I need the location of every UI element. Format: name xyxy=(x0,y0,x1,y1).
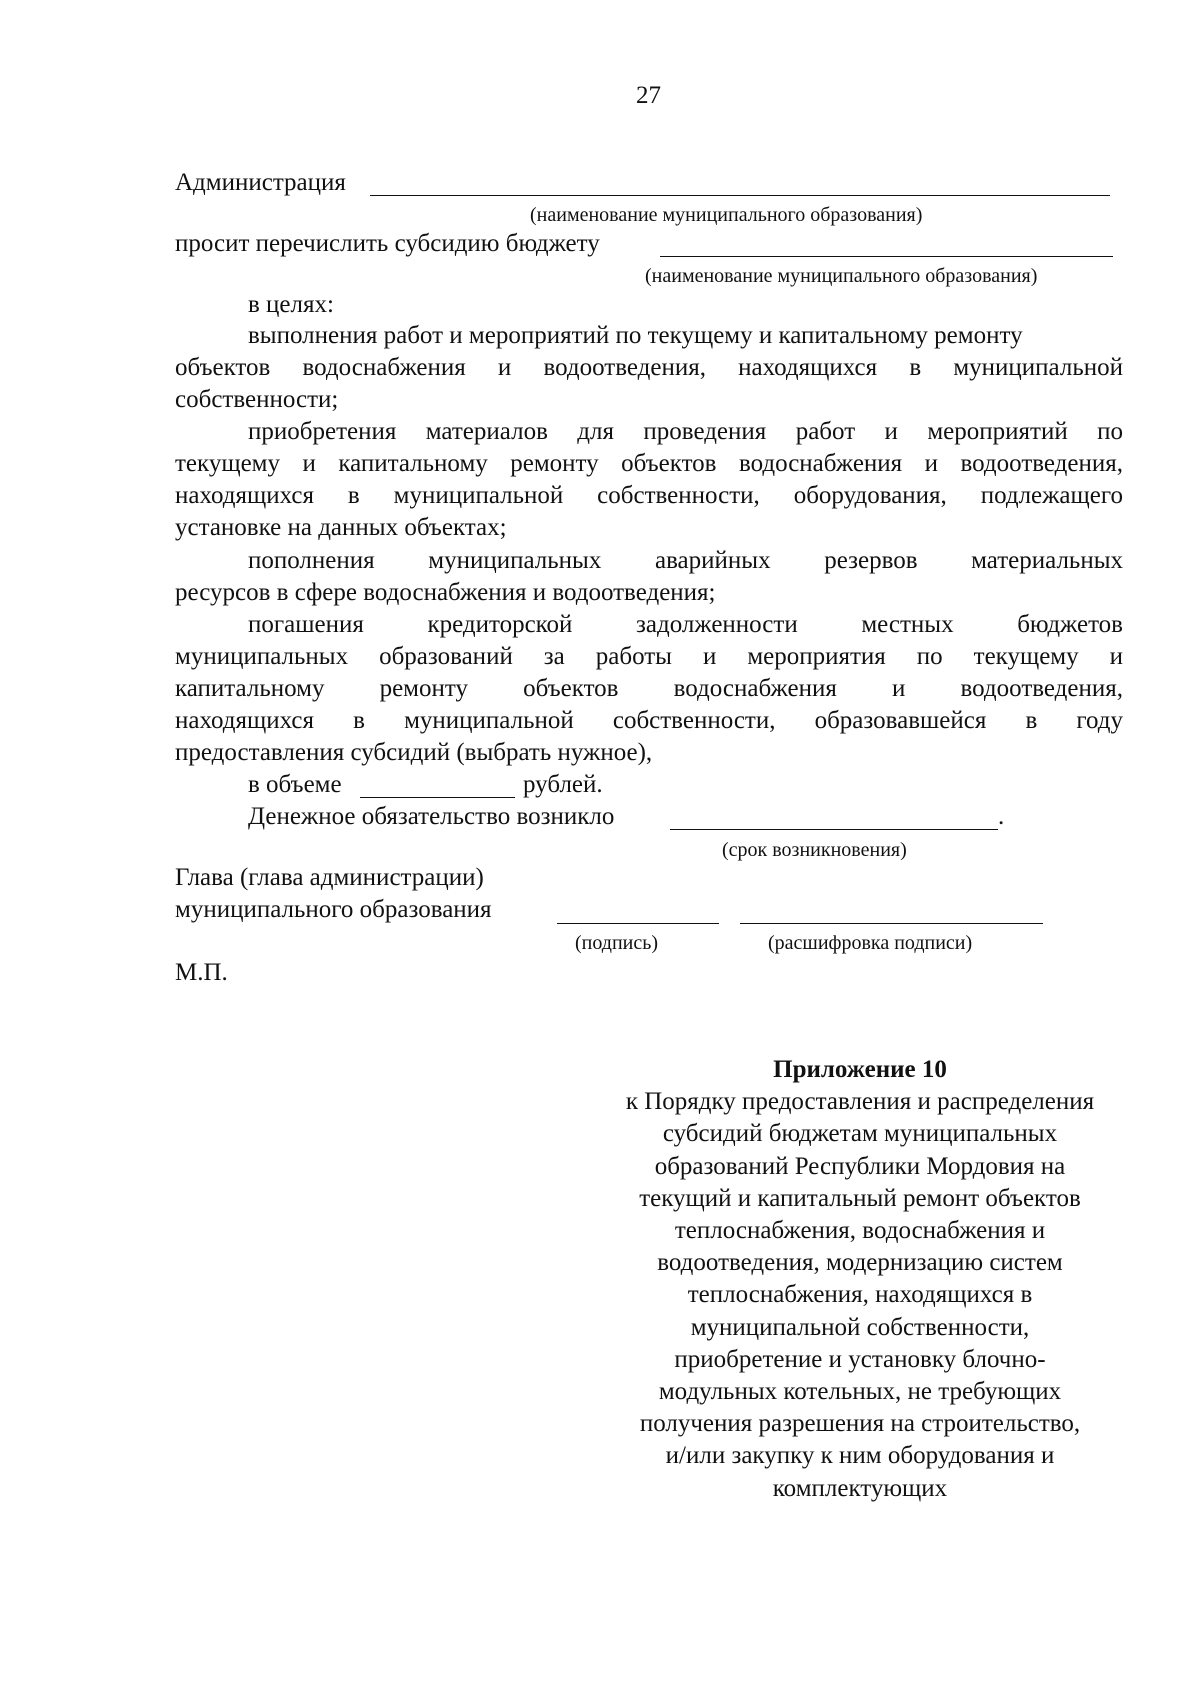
head-line-1: Глава (глава администрации) xyxy=(175,864,484,891)
appendix-line: комплектующих xyxy=(772,1474,948,1502)
purpose-2-last-line: установке на данных объектах; xyxy=(175,514,507,541)
obligation-end: . xyxy=(998,803,1005,830)
purpose-2-first-line: приобретения материалов для проведения работ и мероприятий по xyxy=(248,418,1123,445)
stamp-place: М.П. xyxy=(175,959,228,986)
municipal-name-blank-1[interactable] xyxy=(370,195,1110,196)
signature-hint: (подпись) xyxy=(575,932,659,954)
obligation-hint: (срок возникновения) xyxy=(722,839,907,861)
appendix-line: к Порядку предоставления и распределения xyxy=(625,1088,1095,1116)
municipal-name-hint-1: (наименование муниципального образования) xyxy=(530,204,923,226)
obligation-text: Денежное обязательство возникло xyxy=(248,803,615,830)
volume-prefix: в объеме xyxy=(248,771,342,798)
purposes-intro: в целях: xyxy=(248,291,334,318)
purpose-3-last-line: ресурсов в сфере водоснабжения и водоотведения; xyxy=(175,579,716,606)
purpose-4-line: капитальному ремонту объектов водоснабжения и водоотведения, xyxy=(175,675,1123,702)
purpose-4-line: находящихся в муниципальной собственности, образовавшейся в году xyxy=(175,707,1123,734)
appendix-line: получения разрешения на строительство, xyxy=(639,1410,1081,1438)
purpose-1-first-line: выполнения работ и мероприятий по текущему и капитальному ремонту xyxy=(248,322,1023,349)
signature-decode-blank[interactable] xyxy=(740,923,1043,924)
volume-amount-blank[interactable] xyxy=(360,797,515,798)
appendix-line: теплоснабжения, находящихся в xyxy=(687,1281,1033,1309)
request-text: просит перечислить субсидию бюджету xyxy=(175,230,600,257)
head-line-2: муниципального образования xyxy=(175,896,492,923)
purpose-2-line: текущему и капитальному ремонту объектов водоснабжения и водоотведения, xyxy=(175,450,1123,477)
appendix-line: модульных котельных, не требующих xyxy=(658,1378,1062,1406)
purpose-2-line: находящихся в муниципальной собственности, оборудования, подлежащего xyxy=(175,482,1123,509)
appendix-line: и/или закупку к ним оборудования и xyxy=(665,1442,1055,1470)
purpose-1-line: объектов водоснабжения и водоотведения, находящихся в муниципальной xyxy=(175,354,1123,381)
purpose-4-last-line: предоставления субсидий (выбрать нужное), xyxy=(175,739,653,766)
municipal-name-blank-2[interactable] xyxy=(660,256,1113,257)
appendix-line: муниципальной собственности, xyxy=(690,1313,1030,1341)
appendix-line: приобретение и установку блочно- xyxy=(674,1345,1046,1373)
purpose-3-first-line: пополнения муниципальных аварийных резервов материальных xyxy=(248,547,1123,574)
appendix-line: теплоснабжения, водоснабжения и xyxy=(674,1217,1046,1245)
purpose-4-first-line: погашения кредиторской задолженности местных бюджетов xyxy=(248,611,1123,638)
signature-decode-hint: (расшифровка подписи) xyxy=(768,932,973,954)
appendix-line: субсидий бюджетам муниципальных xyxy=(662,1120,1058,1148)
purpose-1-last-line: собственности; xyxy=(175,386,339,413)
volume-suffix: рублей. xyxy=(523,771,603,798)
appendix-block xyxy=(560,1054,1160,1505)
appendix-title: Приложение 10 xyxy=(773,1056,947,1083)
appendix-line: образований Республики Мордовия на xyxy=(654,1152,1066,1180)
admin-label: Администрация xyxy=(175,169,346,196)
appendix-line: водоотведения, модернизацию систем xyxy=(657,1249,1063,1277)
obligation-date-blank[interactable] xyxy=(670,829,998,830)
municipal-name-hint-2: (наименование муниципального образования) xyxy=(645,265,1038,287)
page-number: 27 xyxy=(636,82,661,109)
appendix-line: текущий и капитальный ремонт объектов xyxy=(639,1184,1081,1212)
signature-blank[interactable] xyxy=(557,923,719,924)
purpose-4-line: муниципальных образований за работы и мероприятия по текущему и xyxy=(175,643,1123,670)
